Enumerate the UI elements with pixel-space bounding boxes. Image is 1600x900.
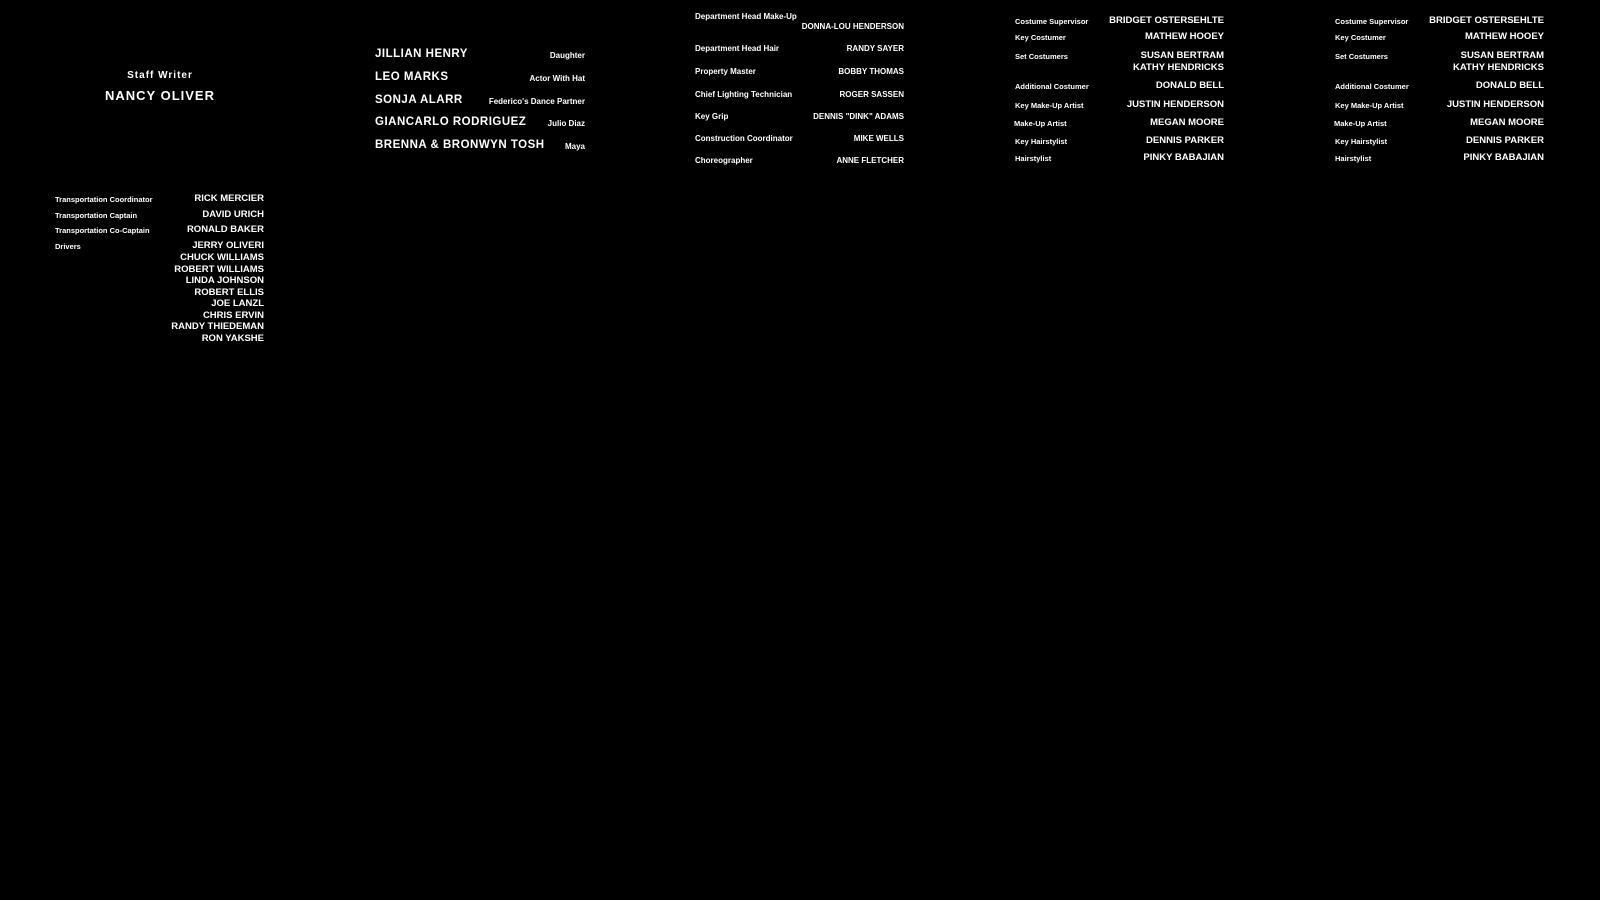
costume-name: MATHEW HOOEY: [1465, 31, 1544, 42]
cast-actor-name: GIANCARLO RODRIGUEZ: [375, 116, 527, 128]
costume-role: Additional Costumer: [1335, 82, 1409, 91]
costume-name: MEGAN MOORE: [1150, 117, 1224, 128]
driver-name: LINDA JOHNSON: [185, 275, 264, 286]
crew-role: Department Head Make-Up: [695, 12, 797, 21]
costume-role: Set Costumers: [1335, 52, 1388, 61]
cast-character: Federico's Dance Partner: [488, 97, 585, 106]
crew-role: Chief Lighting Technician: [695, 90, 793, 99]
costume-role: Key Hairstylist: [1335, 137, 1388, 146]
crew-role: Construction Coordinator: [695, 134, 793, 143]
crew-role: Department Head Hair: [695, 44, 780, 53]
costume-name: PINKY BABAJIAN: [1463, 152, 1544, 163]
costume-role: Make-Up Artist: [1014, 119, 1067, 128]
driver-name: CHUCK WILLIAMS: [180, 252, 264, 263]
transportation-role: Transportation Co-Captain: [55, 226, 150, 235]
transportation-name: JERRY OLIVERI: [192, 240, 264, 251]
costume-role: Costume Supervisor: [1335, 17, 1409, 26]
costume-role: Make-Up Artist: [1334, 119, 1387, 128]
costume-role: Additional Costumer: [1015, 82, 1089, 91]
cast-actor-name: LEO MARKS: [375, 71, 449, 83]
credits-panel-crew: [640, 0, 960, 900]
costume-name: BRIDGET OSTERSEHLTE: [1429, 15, 1544, 26]
crew-name: BOBBY THOMAS: [838, 67, 904, 76]
driver-name: ROBERT ELLIS: [194, 287, 264, 298]
costume-name: SUSAN BERTRAM: [1460, 50, 1544, 61]
driver-name: ROBERT WILLIAMS: [174, 264, 264, 275]
costume-name: BRIDGET OSTERSEHLTE: [1109, 15, 1224, 26]
costume-name: MATHEW HOOEY: [1145, 31, 1224, 42]
cast-actor-name: BRENNA & BRONWYN TOSH: [375, 139, 545, 151]
costume-role: Key Make-Up Artist: [1335, 101, 1404, 110]
crew-name: RANDY SAYER: [846, 44, 904, 53]
credits-panel-costume: [1280, 0, 1600, 900]
transportation-role: Transportation Captain: [55, 211, 138, 220]
costume-role: Key Make-Up Artist: [1015, 101, 1084, 110]
costume-role: Hairstylist: [1335, 154, 1372, 163]
transportation-role: Transportation Coordinator: [55, 195, 153, 204]
driver-name: CHRIS ERVIN: [202, 310, 264, 321]
costume-name: DENNIS PARKER: [1466, 135, 1544, 146]
costume-role: Key Hairstylist: [1015, 137, 1068, 146]
crew-name: DENNIS "DINK" ADAMS: [813, 112, 904, 121]
transportation-name: RONALD BAKER: [186, 224, 264, 235]
cast-character: Maya: [564, 142, 585, 151]
staff-writer-name: NANCY OLIVER: [105, 88, 215, 103]
costume-name: MEGAN MOORE: [1470, 117, 1544, 128]
crew-role: Choreographer: [695, 156, 753, 165]
cast-character: Daughter: [549, 51, 585, 60]
driver-name: RANDY THIEDEMAN: [171, 321, 264, 332]
transportation-role: Drivers: [55, 242, 81, 251]
costume-name: DONALD BELL: [1475, 80, 1544, 91]
crew-role: Property Master: [695, 67, 756, 76]
crew-name: ROGER SASSEN: [839, 90, 904, 99]
costume-role: Hairstylist: [1015, 154, 1052, 163]
cast-actor-name: SONJA ALARR: [375, 94, 463, 106]
costume-name: KATHY HENDRICKS: [1133, 62, 1224, 73]
costume-name: JUSTIN HENDERSON: [1446, 99, 1544, 110]
costume-role: Key Costumer: [1335, 33, 1386, 42]
staff-writer-role: Staff Writer: [127, 70, 193, 81]
credits-panel-costume: [960, 0, 1280, 900]
credits-panel-cast: [320, 0, 640, 900]
costume-name: JUSTIN HENDERSON: [1126, 99, 1224, 110]
costume-role: Key Costumer: [1015, 33, 1066, 42]
transportation-name: RICK MERCIER: [194, 193, 264, 204]
crew-name: MIKE WELLS: [853, 134, 904, 143]
costume-name: SUSAN BERTRAM: [1140, 50, 1224, 61]
driver-name: JOE LANZL: [211, 298, 264, 309]
driver-name: RON YAKSHE: [201, 333, 264, 344]
transportation-name: DAVID URICH: [202, 209, 264, 220]
credits-panel-staff-writer: [0, 0, 320, 900]
costume-role: Set Costumers: [1015, 52, 1068, 61]
costume-name: DENNIS PARKER: [1146, 135, 1224, 146]
costume-name: PINKY BABAJIAN: [1143, 152, 1224, 163]
costume-name: DONALD BELL: [1155, 80, 1224, 91]
crew-name: DONNA-LOU HENDERSON: [801, 22, 904, 31]
cast-character: Julio Diaz: [547, 119, 585, 128]
cast-character: Actor With Hat: [529, 74, 585, 83]
costume-name: KATHY HENDRICKS: [1453, 62, 1544, 73]
crew-name: ANNE FLETCHER: [836, 156, 904, 165]
cast-actor-name: JILLIAN HENRY: [375, 48, 468, 60]
crew-role: Key Grip: [695, 112, 729, 121]
costume-role: Costume Supervisor: [1015, 17, 1089, 26]
